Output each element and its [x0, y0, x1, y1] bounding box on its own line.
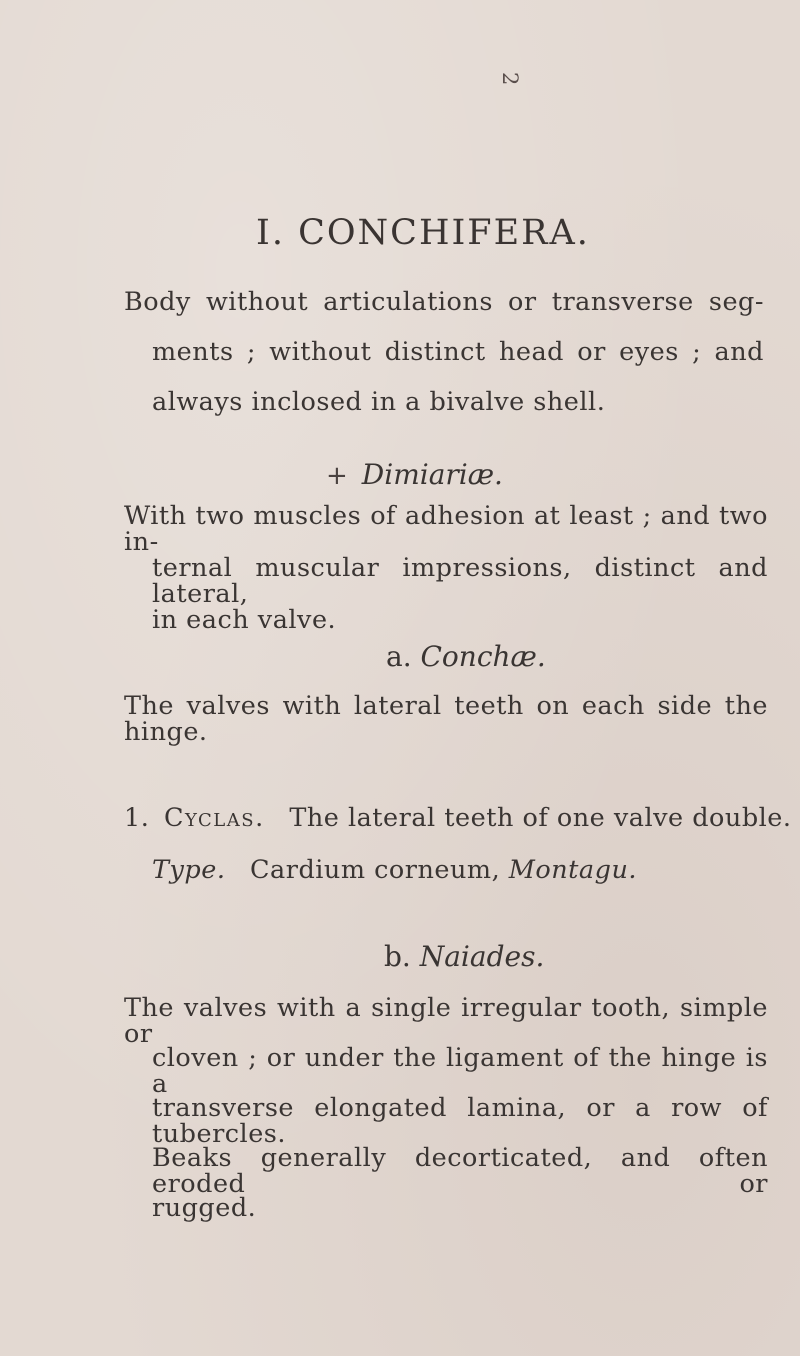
- cyclas-name: Cyclas.: [163, 803, 265, 833]
- naiades-line-4: Beaks generally decorticated, and often eroded or: [152, 1143, 768, 1199]
- conchae-title: Conchæ.: [420, 640, 546, 673]
- conchae-line-1: The valves with lateral teeth on each side the hinge.: [124, 691, 768, 747]
- conchae-letter: a.: [386, 640, 412, 673]
- intro-line-1: Body without articulations or transverse seg-: [124, 287, 764, 317]
- type-author: Montagu.: [508, 855, 637, 885]
- dimiariae-line-1: With two muscles of adhesion at least ; and two in-: [124, 501, 768, 557]
- cyclas-type: [152, 855, 637, 885]
- intro-line-2: ments ; without distinct head or eyes ; and: [152, 337, 764, 367]
- naiades-subheading: [384, 940, 544, 973]
- dagger-icon: +: [326, 461, 348, 491]
- naiades-line-2: cloven ; or under the ligament of the hinge is a: [152, 1043, 768, 1099]
- naiades-title: Naiades.: [419, 940, 545, 973]
- conchae-subheading: [386, 640, 546, 673]
- naiades-letter: b.: [384, 940, 411, 973]
- page-number: 2: [498, 72, 522, 86]
- dimiariae-line-2: ternal muscular impressions, distinct and lateral,: [152, 553, 768, 609]
- naiades-line-3: transverse elongated lamina, or a row of tubercles.: [152, 1093, 768, 1149]
- dimiariae-title: Dimiariæ.: [361, 458, 503, 491]
- cyclas-entry: [124, 803, 792, 833]
- dimiariae-subheading: [326, 458, 503, 491]
- type-label: Type.: [152, 855, 226, 885]
- cyclas-number: 1.: [124, 803, 150, 833]
- naiades-line-5: rugged.: [152, 1193, 257, 1223]
- dimiariae-line-3: in each valve.: [152, 605, 337, 635]
- type-species: Cardium corneum,: [250, 855, 501, 885]
- cyclas-description: The lateral teeth of one valve double.: [289, 803, 792, 833]
- intro-line-3: always inclosed in a bivalve shell.: [152, 387, 606, 417]
- naiades-line-1: The valves with a single irregular tooth, simple or: [124, 993, 768, 1049]
- section-heading: I. CONCHIFERA.: [256, 213, 590, 253]
